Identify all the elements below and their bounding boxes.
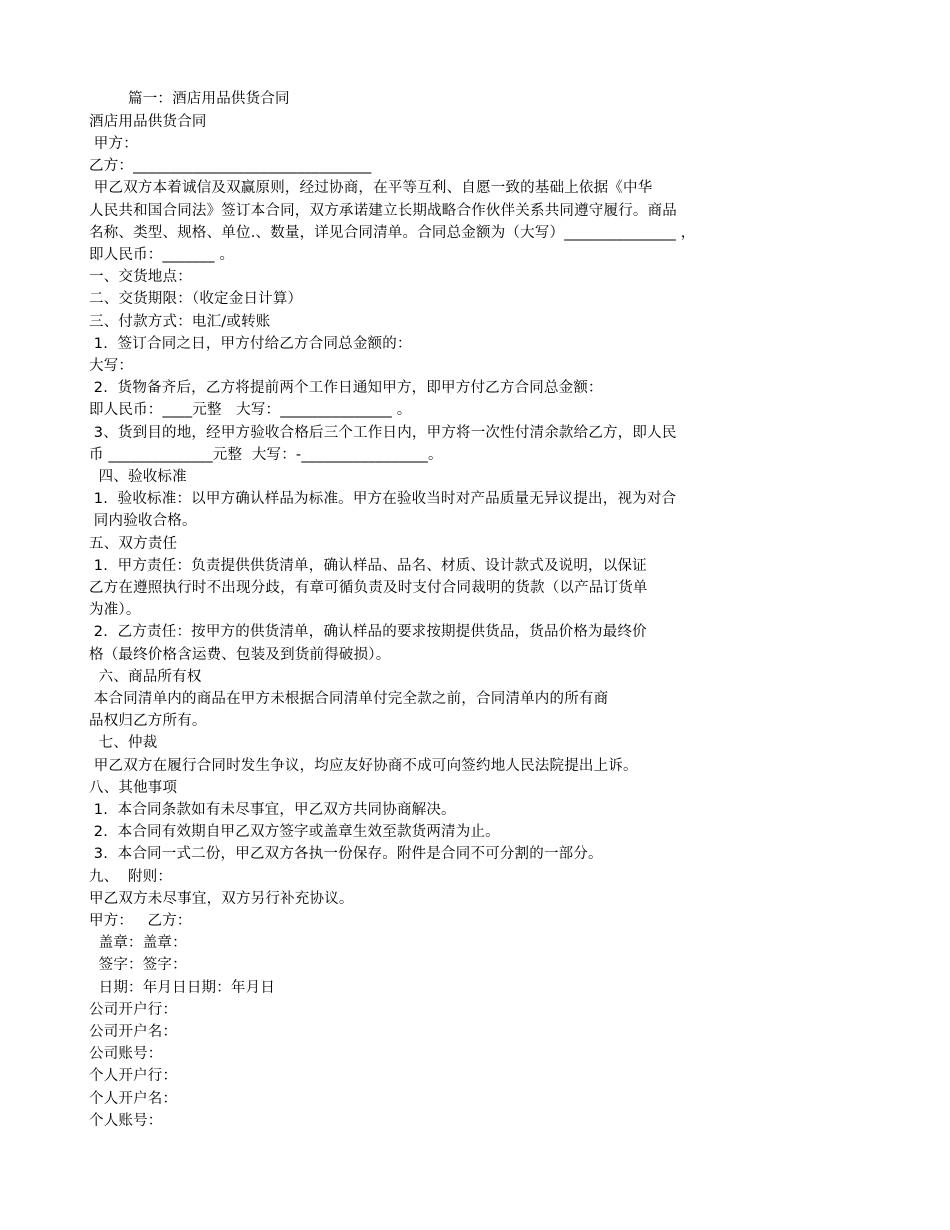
document-line: 八、其他事项 [89,779,178,796]
document-line: 1. 签订合同之日，甲方付给乙方合同总金额的： [89,335,412,352]
document-line: 甲乙双方未尽事宜，双方另行补充协议。 [89,890,354,907]
document-line: 3、货到目的地，经甲方验收合格后三个工作日内，甲方将一次性付清余款给乙方，即人民 [89,424,677,441]
document-line: 公司开户行： [89,1001,178,1018]
document-line: 即人民币：____元整 大写：_______________ 。 [89,402,412,419]
document-line: 二、交货期限：（收定金日计算） [89,291,303,308]
document-heading: 篇一：酒店用品供货合同 [128,91,290,107]
document-line: 格（最终价格含运费、包装及到货前得破损）。 [89,646,391,663]
document-line: 盖章：盖章： [89,935,187,952]
document-line: 1. 甲方责任：负责提供供货清单，确认样品、品名、材质、设计款式及说明，以保证 [89,557,647,574]
document-line: 签字：签字： [89,957,187,974]
document-line: 3. 本合同一式二份，甲乙双方各执一份保存。附件是合同不可分割的一部分。 [89,846,603,863]
document-line: 2. 本合同有效期自甲乙双方签字或盖章生效至款货两清为止。 [89,824,500,841]
document-line: 个人开户行： [89,1068,178,1085]
document-line: 同内验收合格。 [89,513,197,530]
document-line: 九、 附则： [89,868,173,885]
document-line: 五、双方责任 [89,535,178,552]
document-title: 酒店用品供货合同 [89,114,207,130]
document-line: 一、交货地点： [89,269,192,286]
document-line: 名称、类型、规格、单位.、数量，详见合同清单。合同总金额为（大写）_______________ ， [89,224,696,241]
document-line: 个人账号： [89,1112,163,1129]
document-line: 2. 货物备齐后，乙方将提前两个工作日通知甲方，即甲方付乙方合同总金额： [89,380,603,397]
document-line: 六、商品所有权 [89,668,202,685]
document-line: 四、验收标准 [89,469,187,485]
document-line: 品权归乙方所有。 [89,713,207,730]
document-line: 大写： [89,358,134,374]
document-line: 甲方： [89,136,138,152]
document-line: 本合同清单内的商品在甲方未根据合同清单付完全款之前，合同清单内的所有商 [89,691,609,707]
document-line: 为准）。 [89,602,141,619]
document-line: 人民共和国合同法》签订本合同，双方承诺建立长期战略合作伙伴关系共同遵守履行。商品 [89,202,677,219]
document-line: 1. 验收标准：以甲方确认样品为标准。甲方在验收当时对产品质量无异议提出，视为对合 [89,491,677,508]
document-line: 即人民币：_______ 。 [89,247,235,263]
document-line: 乙方：________________________________ [89,158,372,175]
document-line: 公司账号： [89,1046,163,1063]
document-line: 币 ______________元整 大写：-_________________。 [89,446,443,463]
document-line: 三、付款方式：电汇/或转账 [89,313,271,330]
document-line: 1. 本合同条款如有未尽事宜，甲乙双方共同协商解决。 [89,802,456,818]
document-line: 乙方在遵照执行时不出现分歧，有章可循负责及时支付合同裁明的货款（以产品订货单 [89,580,648,596]
document-line: 日期：年月日日期：年月日 [89,979,276,996]
document-line: 甲乙双方本着诚信及双赢原则，经过协商，在平等互利、自愿一致的基础上依据《中华 [89,180,653,197]
document-line: 公司开户名： [89,1024,178,1040]
document-line: 甲方： 乙方： [89,913,192,929]
document-line: 2. 乙方责任：按甲方的供货清单，确认样品的要求按期提供货品，货品价格为最终价 [89,624,647,641]
document-line: 甲乙双方在履行合同时发生争议，均应友好协商不成可向签约地人民法院提出上诉。 [89,757,638,774]
document-line: 个人开户名： [89,1090,178,1107]
document-line: 七、仲裁 [89,735,158,752]
